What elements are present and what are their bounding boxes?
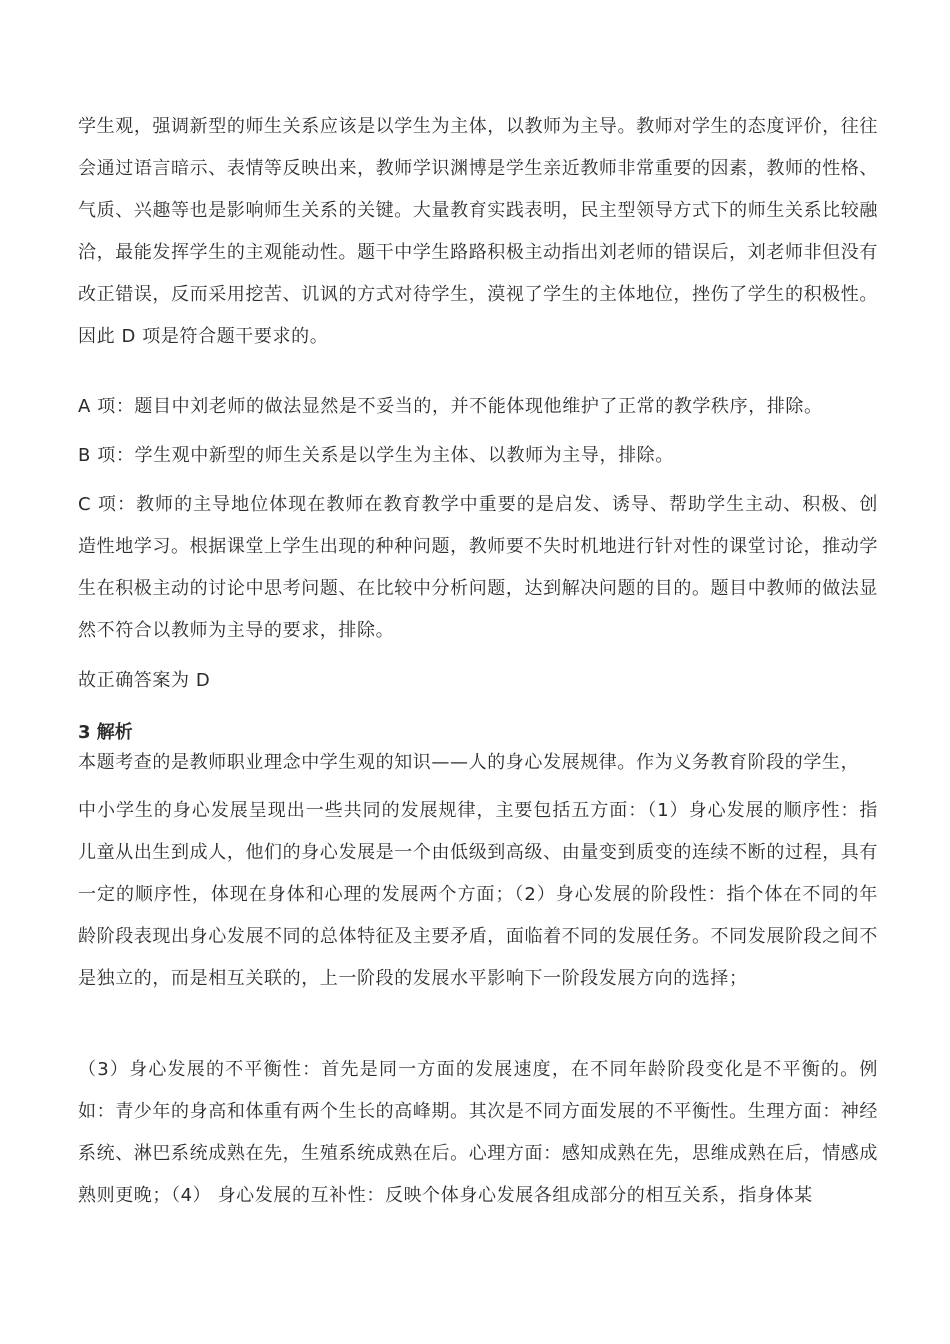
option-c-explanation: C 项：教师的主导地位体现在教师在教育教学中重要的是启发、诱导、帮助学生主动、积极、创造性地学习。根据课堂上学生出现的种种问题，教师要不失时机地进行针对性的课堂讨论，推动学生在积极主动的讨论中思考问题、在比较中分析问题，达到解决问题的目的。题目中教师的做法显然不符合以教师为主导的要求，排除。 [78,494,878,641]
section-heading: 3 解析 [78,722,133,743]
imbalance-paragraph: （3）身心发展的不平衡性：首先是同一方面的发展速度，在不同年龄阶段变化是不平衡的。例如：青少年的身高和体重有两个生长的高峰期。其次是不同方面发展的不平衡性。生理方面：神经系统、淋巴系统成熟在先，生殖系统成熟在后。心理方面：感知成熟在先，思维成熟在后，情感成熟则更晚；（4） 身心发展的互补性：反映个体身心发展各组成部分的相互关系，指身体某 [78,1059,878,1206]
development-law-paragraph: 中小学生的身心发展呈现出一些共同的发展规律，主要包括五方面：（1）身心发展的顺序性：指儿童从出生到成人，他们的身心发展是一个由低级到高级、由量变到质变的连续不断的过程，具有一定的顺序性，体现在身体和心理的发展两个方面；（2）身心发展的阶段性：指个体在不同的年龄阶段表现出身心发展不同的总体特征及主要矛盾，面临着不同的发展任务。不同发展阶段之间不是独立的，而是相互关联的，上一阶段的发展水平影响下一阶段发展方向的选择； [78,800,878,989]
option-b-explanation: B 项：学生观中新型的师生关系是以学生为主体、以教师为主导，排除。 [78,445,674,466]
analysis-paragraph: 学生观，强调新型的师生关系应该是以学生为主体，以教师为主导。教师对学生的态度评价，往往会通过语言暗示、表情等反映出来，教师学识渊博是学生亲近教师非常重要的因素，教师的性格、气质、兴趣等也是影响师生关系的关键。大量教育实践表明，民主型领导方式下的师生关系比较融洽，最能发挥学生的主观能动性。题干中学生路路积极主动指出刘老师的错误后，刘老师非但没有改正错误，反而采用挖苦、讥讽的方式对待学生，漠视了学生的主体地位，挫伤了学生的积极性。因此 D 项是符合题干要求的。 [78,116,878,347]
answer-statement: 故正确答案为 D [78,670,211,691]
option-a-explanation: A 项：题目中刘老师的做法显然是不妥当的，并不能体现他维护了正常的教学秩序，排除。 [78,396,823,417]
analysis-intro-line: 本题考查的是教师职业理念中学生观的知识——人的身心发展规律。作为义务教育阶段的学生， [78,752,860,773]
